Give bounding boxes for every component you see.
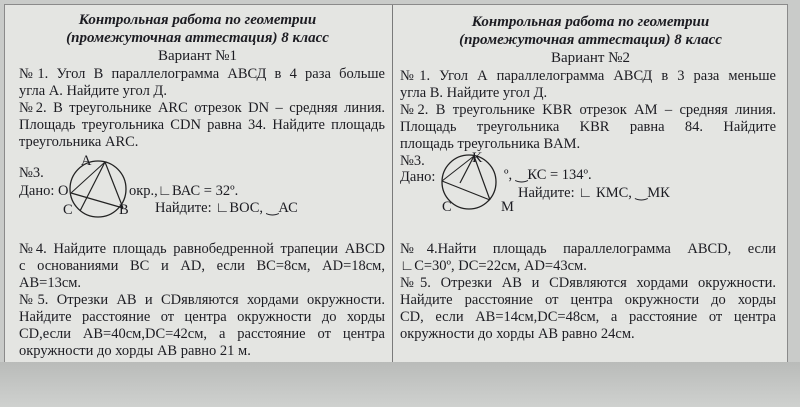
point-a-label: A <box>81 153 92 169</box>
task-1-line-1: №1. Угол В параллелограмма АВСД в 4 раза больше <box>19 66 385 82</box>
point-b-label: B <box>119 202 129 218</box>
point-k-label: K <box>472 150 483 166</box>
title-line-2: (промежуточная аттестация) 8 класс <box>459 32 722 48</box>
column-divider <box>392 5 393 363</box>
variant-1-column <box>5 5 390 363</box>
task-3-label: №3. <box>19 165 44 181</box>
task-5-line-3: CD,если АВ=40см,DC=42см, а расстояние от центра <box>19 326 385 342</box>
task-2-line-2: Площадь треугольника KBR равна 84. Найдите <box>400 119 776 135</box>
task-4-line-1: №4. Найдите площадь равнобедренной трапеции ABCD <box>19 241 385 257</box>
point-m-label: M <box>501 199 514 215</box>
point-c-label: C <box>442 199 452 215</box>
task-3-given: Дано: <box>400 169 436 185</box>
task-4-line-1: №4.Найти площадь параллелограмма ABCD, если <box>400 241 776 257</box>
task-4-line-3: АВ=13см. <box>19 275 82 291</box>
task-5-line-1: №5. Отрезки АВ и CDявляются хордами окружности. <box>400 275 776 291</box>
task-4-line-2: с основаниями ВС и AD, если ВС=8см, AD=18см, <box>19 258 385 274</box>
task-1-line-2: угла В. Найдите угол Д. <box>400 85 548 101</box>
task-4-line-2: ∟С=30º, DC=22см, AD=43см. <box>400 258 587 274</box>
point-c-label: C <box>63 202 73 218</box>
task-3-circle-info: окр.,∟ВАС = 32º. <box>129 183 239 199</box>
title-line-1: Контрольная работа по геометрии <box>471 14 710 30</box>
task-3-angle-info: º, ‿КС = 134º. <box>504 167 592 183</box>
task-5-line-4: окружности до хорды АВ равно 21 м. <box>19 343 251 359</box>
task-3-find: Найдите: ∟ВОС, ‿АС <box>155 200 298 216</box>
task-2-line-1: №2. В треугольнике ARC отрезок DN – средняя линия. <box>19 100 385 116</box>
task-2-line-3: площадь треугольника BAM. <box>400 136 581 152</box>
task-5-line-1: №5. Отрезки АВ и CDявляются хордами окружности. <box>19 292 385 308</box>
variant-heading: Вариант №2 <box>551 50 630 66</box>
task-1-line-2: угла А. Найдите угол Д. <box>19 83 167 99</box>
task-2-line-2: Площадь треугольника CDN равна 34. Найдите площадь <box>19 117 385 133</box>
table-surface <box>0 362 800 407</box>
task-5-line-4: окружности до хорды АВ равно 24см. <box>400 326 635 342</box>
task-2-line-3: треугольника ARC. <box>19 134 139 150</box>
title-line-2: (промежуточная аттестация) 8 класс <box>66 30 329 46</box>
task-3-label: №3. <box>400 153 425 169</box>
task-3-find: Найдите: ∟ КМС, ‿МК <box>518 185 670 201</box>
worksheet <box>4 4 788 364</box>
task-5-line-3: CD, если АВ=14см,DC=48см, а расстояние от центра <box>400 309 776 325</box>
task-5-line-2: Найдите расстояние от центра окружности до хорды <box>19 309 385 325</box>
task-2-line-1: №2. В треугольнике KBR отрезок AM – средняя линия. <box>400 102 776 118</box>
variant-heading: Вариант №1 <box>158 48 237 64</box>
task-3-given: Дано: О <box>19 183 69 199</box>
title-line-1: Контрольная работа по геометрии <box>78 12 317 28</box>
task-1-line-1: №1. Угол А параллелограмма АВСД в 3 раза меньше <box>400 68 776 84</box>
task-5-line-2: Найдите расстояние от центра окружности до хорды <box>400 292 776 308</box>
variant-2-column <box>394 5 787 363</box>
